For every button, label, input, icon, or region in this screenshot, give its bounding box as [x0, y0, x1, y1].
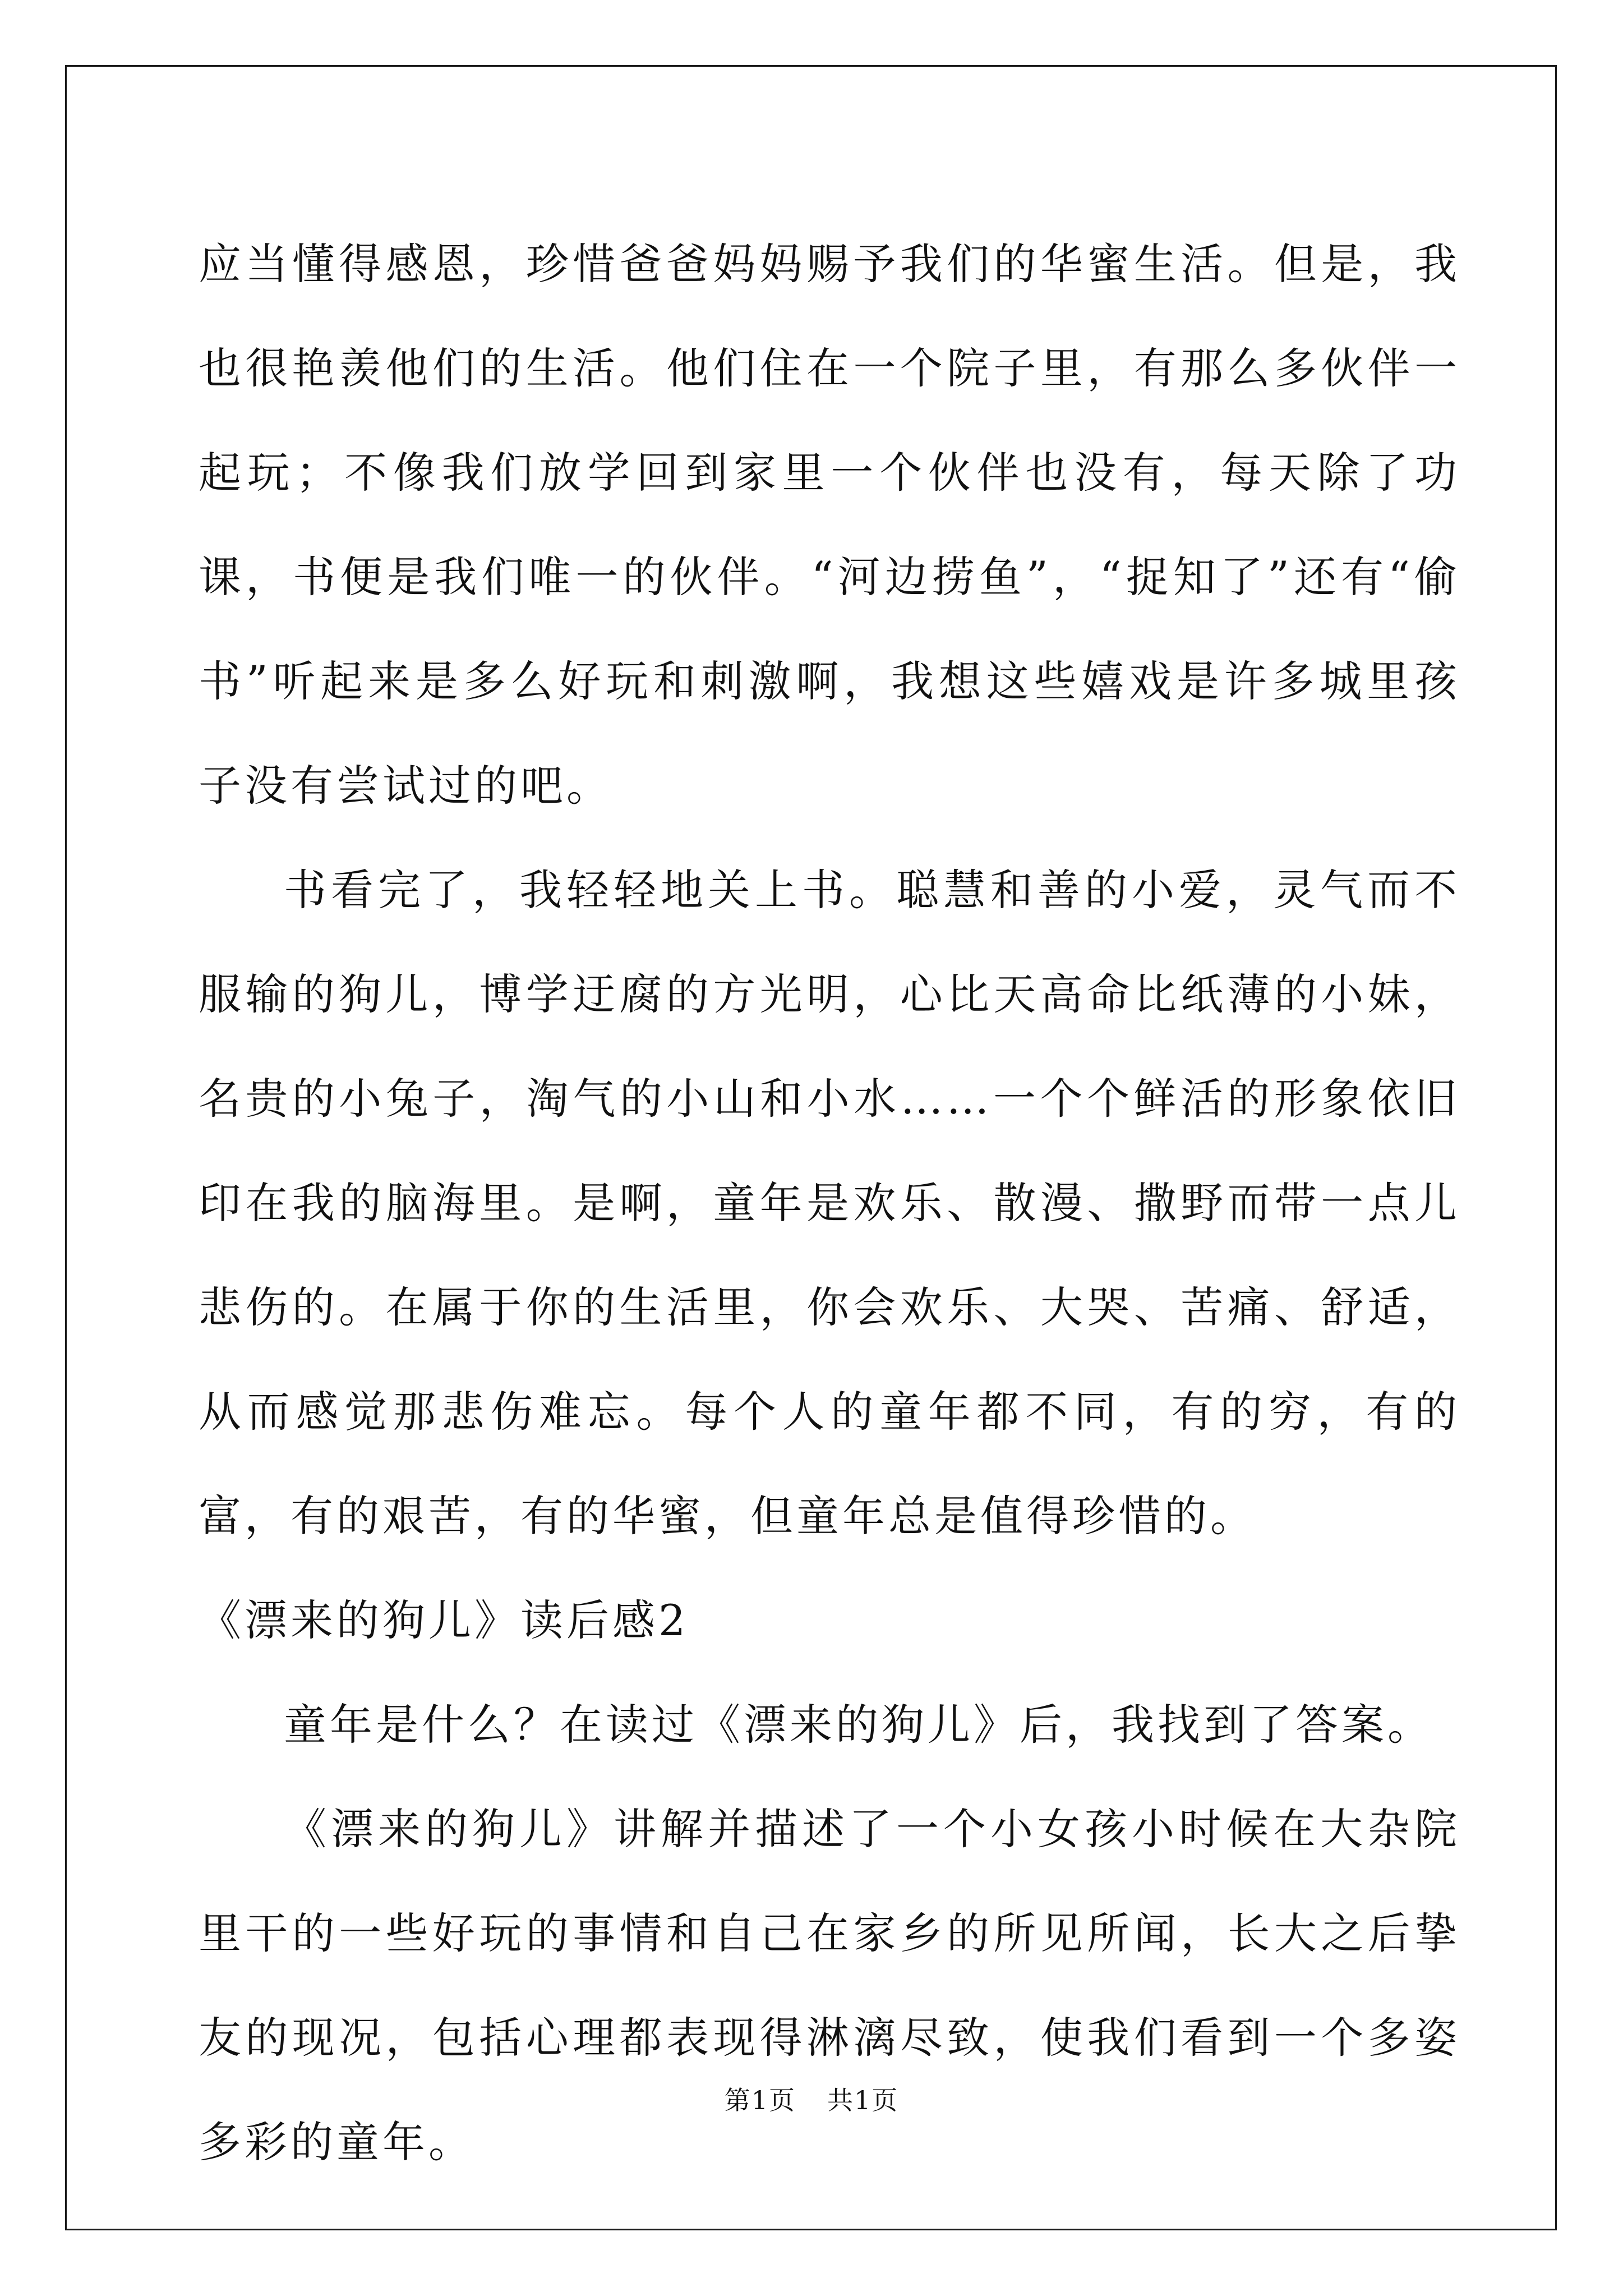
paragraph-2: 书看完了，我轻轻地关上书。聪慧和善的小爱，灵气而不服输的狗儿，博学迂腐的方光明，心比天高命比纸薄的小妹，名贵的小兔子，淘气的小山和小水……一个个鲜活的形象依旧印在我的脑海里。是啊，童年是欢乐、散漫、撒野而带一点儿悲伤的。在属于你的生活里，你会欢乐、大哭、苦痛、舒适，从而感觉那悲伤难忘。每个人的童年都不同，有的穷，有的富，有的艰苦，有的华蜜，但童年总是值得珍惜的。: [199, 865, 1460, 1541]
page-footer: [0, 2080, 1623, 2117]
section-heading: 《漂来的狗儿》读后感2: [199, 1595, 689, 1645]
page-total: 共1页: [827, 2085, 899, 2115]
document-body: [199, 212, 1460, 2194]
paragraph-3: 童年是什么？在读过《漂来的狗儿》后，我找到了答案。: [284, 1700, 1433, 1750]
paragraph-4: 《漂来的狗儿》讲解并描述了一个小女孩小时候在大杂院里干的一些好玩的事情和自己在家乡的所见所闻，长大之后挚友的现况，包括心理都表现得淋漓尽致，使我们看到一个多姿多彩的童年。: [199, 1804, 1460, 2167]
paragraph-1: 应当懂得感恩，珍惜爸爸妈妈赐予我们的华蜜生活。但是，我也很艳羡他们的生活。他们住在一个院子里，有那么多伙伴一起玩；不像我们放学回到家里一个伙伴也没有，每天除了功课，书便是我们唯一的伙伴。“河边捞鱼”，“捉知了”还有“偷书”听起来是多么好玩和刺激啊，我想这些嬉戏是许多城里孩子没有尝试过的吧。: [199, 239, 1460, 811]
page-number: 第1页: [724, 2085, 796, 2115]
